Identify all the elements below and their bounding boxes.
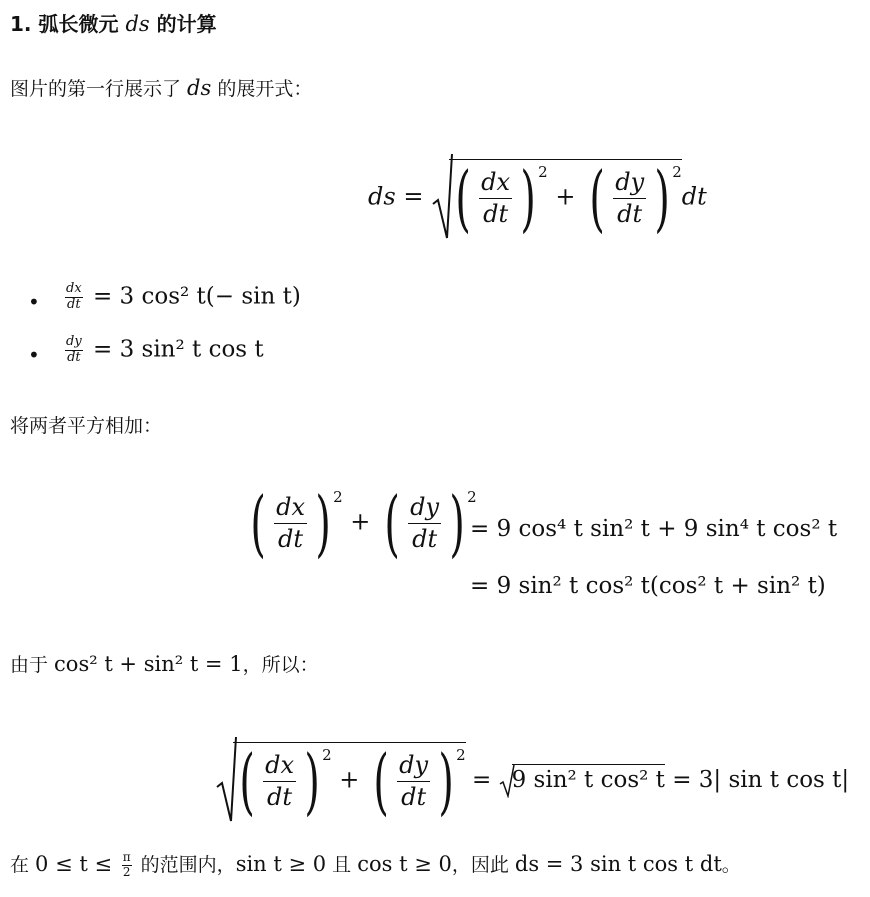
- bullet-dxdt: $\frac{dx}{dt}$ = 3 cos² t(− sin t): [66, 281, 301, 312]
- formula-sum-lhs: ( $\frac{dx}{dt}$ ) $^2$ + ( $\frac{dy}{dt}$ ) $^2$: [250, 481, 477, 565]
- since-paragraph: 由于 cos² t + sin² t = 1，所以：: [10, 652, 319, 676]
- radicand: ( $\frac{dx}{dt}$ ) $^2$ + ( $\frac{dy}{dt}$ ) $^2$: [449, 159, 682, 234]
- sqrt-inner: 9 sin² t cos² t: [512, 764, 665, 793]
- bullet-rhs: = 3 sin² t cos t: [92, 336, 264, 363]
- since-expr: cos² t + sin² t = 1: [54, 652, 243, 676]
- formula-sum-line1: = 9 cos⁴ t sin² t + 9 sin⁴ t cos² t: [470, 516, 838, 542]
- range-expr: 0 ≤ t ≤: [35, 852, 119, 876]
- condition-sin: sin t ≥ 0: [235, 852, 327, 876]
- section-heading: [10, 8, 217, 37]
- intro-symbol: ds: [187, 76, 212, 100]
- intro-text-after: 的展开式：: [211, 78, 313, 100]
- formula-sqrt: ( $\frac{dx}{dt}$ ) $^2$ + ( $\frac{dy}{dt}$ ) $^2$: [215, 735, 466, 827]
- formula-eq: =: [403, 182, 424, 211]
- bullet-dot: •: [28, 290, 40, 314]
- heading-symbol: ds: [125, 12, 150, 36]
- heading-suffix: 的计算: [149, 12, 217, 36]
- formula-ds: [368, 152, 707, 244]
- condition-cos: cos t ≥ 0: [357, 852, 452, 876]
- bullet-dydt: $\frac{dy}{dt}$ = 3 sin² t cos t: [66, 334, 264, 365]
- intro-text: 图片的第一行展示了: [10, 78, 188, 100]
- conclusion-paragraph: 在 0 ≤ t ≤ $\frac{\pi}{2}$ 的范围内，sin t ≥ 0 且 cos t ≥ 0，因此 ds = 3 sin t cos t dt。: [10, 850, 741, 879]
- intro-paragraph: [10, 74, 312, 101]
- formula-sqrt-rhs: = 9 sin² t cos² t = 3| sin t cos t|: [472, 764, 849, 798]
- sqrt-result: = 3| sin t cos t|: [672, 767, 850, 793]
- sum-intro: 将两者平方相加：: [10, 415, 163, 437]
- bullet-rhs: = 3 cos² t(− sin t): [92, 283, 301, 310]
- formula-lhs: ds: [368, 182, 396, 211]
- fraction-dxdt: $\frac{dx}{dt}$: [481, 168, 511, 228]
- bullet-dot: •: [28, 343, 40, 367]
- formula-sum-line2: = 9 sin² t cos² t(cos² t + sin² t): [470, 573, 826, 599]
- formula-tail: dt: [681, 182, 707, 211]
- heading-number: 1. 弧长微元: [10, 12, 126, 36]
- result-expr: ds = 3 sin t cos t dt: [514, 852, 722, 876]
- fraction-dydt: $\frac{dy}{dt}$: [615, 168, 645, 228]
